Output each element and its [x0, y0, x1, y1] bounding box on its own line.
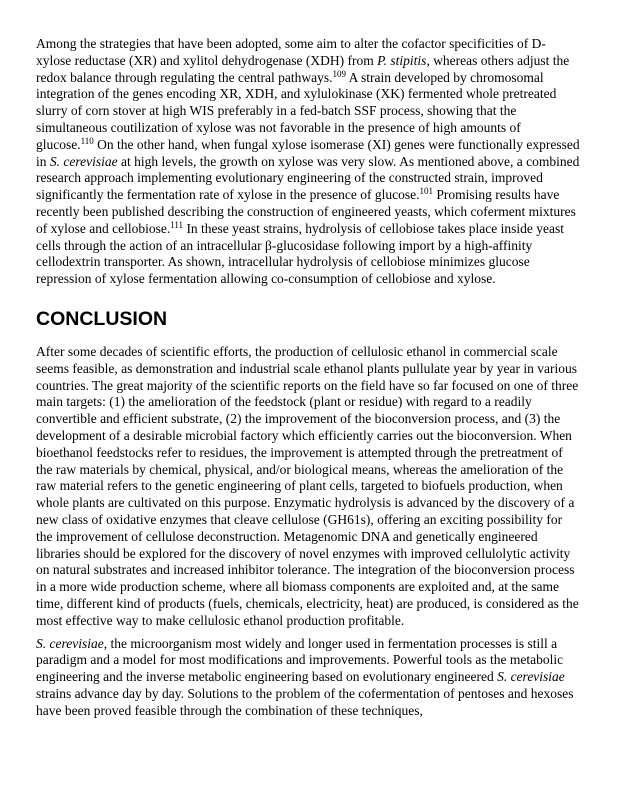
text-run: , the microorganism most widely and longer used in fermentation processes is still a paradigm and a model for most modifications and improvements. Powerful tools as the metabolic engineering and the inverse metabolic engineering based on evolutionary engineered — [36, 635, 564, 685]
citation-ref: 101 — [419, 186, 433, 197]
text-run: strains advance day by day. Solutions to the problem of the cofermentation of pentoses and hexoses have been proved feasible through the combination of these techniques, — [36, 685, 574, 718]
citation-ref: 109 — [332, 68, 347, 79]
section-heading: CONCLUSION — [36, 307, 168, 330]
text-run: A strain developed by chromosomal integration of the genes encoding XR, XDH, and xylulokinase (XK) fermented whole pretreated slurry of corn stover at high WIS preferably in a fed-batch SSF process, showing that the simultaneous coutilization of xylose was not favorable in the presence of high amounts of glucose. — [36, 69, 557, 152]
paragraph-cerevisiae — [36, 636, 581, 720]
text-run: at high levels, the growth on xylose was very slow. As mentioned above, a combined research approach implementing evolutionary engineering of the constructed strain, improved significantly the fermentation rate of xylose in the presence of glucose. — [36, 153, 580, 203]
text-run: Promising results have recently been published describing the construction of engineered yeasts, which coferment mixtures of xylose and cellobiose. — [36, 187, 576, 236]
species-name: S. cerevisiae — [497, 669, 565, 685]
paragraph-xylose-strategies — [36, 36, 581, 288]
text-run: On the other hand, when fungal xylose isomerase (XI) genes were functionally expressed in — [36, 136, 580, 169]
species-name: P. stipitis — [377, 52, 427, 68]
species-name: S. cerevisiae — [49, 153, 118, 169]
text-run: Among the strategies that have been adopted, some aim to alter the cofactor specificities of D-xylose reductase (XR) and xylitol dehydrogenase (XDH) from — [36, 36, 546, 68]
citation-ref: 110 — [80, 135, 94, 146]
species-name: S. cerevisiae — [36, 635, 104, 651]
text-run: In these yeast strains, hydrolysis of cellobiose takes place inside yeast cells through the action of an intracellular β-glucosidase following import by a high-affinity cellodextrin transporter. As shown, intracellular hydrolysis of cellobiose minimizes glucose repression of xylose fermentation allowing co-consumption of cellobiose and xylose. — [36, 220, 564, 287]
citation-ref: 111 — [170, 219, 184, 230]
paragraph-conclusion: After some decades of scientific efforts, the production of cellulosic ethanol in commercial scale seems feasible, as demonstration and industrial scale ethanol plants pullulate year by year in various countries. The great majority of the scientific reports on the field have so far focused on one of three main targets: (1) the amelioration of the feedstock (plant or residue) with regard to a readily convertible and efficient substrate, (2) the improvement of the bioconversion process, and (3) the development of a desirable microbial factory which efficiently carries out the bioconversion. When bioethanol feedstocks refer to residues, the improvement is attempted through the pretreatment of the raw materials by chemical, physical, and/or biological means, whereas the amelioration of the raw material refers to the genetic engineering of plant cells, targeted to biofuels production, when whole plants are cultivated on this purpose. Enzymatic hydrolysis is advanced by the discovery of a new class of oxidative enzymes that cleave cellulose (GH61s), offering an exciting possibility for the improvement of cellulose deconstruction. Metagenomic DNA and genetically engineered libraries should be explored for the discovery of novel enzymes with improved cellulolytic activity on natural substrates and increased inhibitor tolerance. The integration of the bioconversion process in a more wide production scheme, where all biomass components are exploited and, at the same time, different kind of products (fuels, chemicals, electricity, heat) are produced, is considered as the most effective way to make cellulosic ethanol production profitable. — [36, 343, 579, 628]
text-run: , whereas others adjust the redox balance through regulating the central pathways. — [36, 52, 570, 85]
